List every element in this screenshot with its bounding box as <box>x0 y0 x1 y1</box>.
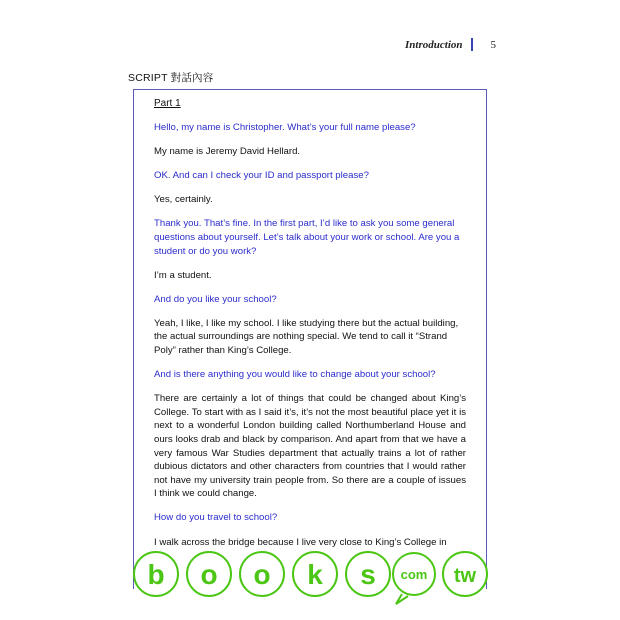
examiner-line: OK. And can I check your ID and passport please? <box>154 170 369 182</box>
examiner-line: And do you like your school? <box>154 293 277 305</box>
watermark-letter: o <box>253 559 271 590</box>
candidate-line: My name is Jeremy David Hellard. <box>154 146 301 158</box>
header-divider <box>471 38 473 51</box>
books-com-tw-watermark <box>132 546 492 608</box>
examiner-line: Thank you. That’s fine. In the first part, I’d like to ask you some general questions about yourself. Let’s talk about your work or school. Are you a student or do you work? <box>154 218 460 257</box>
watermark-speech-tail <box>396 594 408 604</box>
watermark-letter: b <box>147 559 165 590</box>
chapter-title: Introduction <box>405 38 463 51</box>
examiner-line: Hello, my name is Christopher. What’s your full name please? <box>154 122 416 133</box>
page-number: 5 <box>490 38 496 51</box>
candidate-line: There are certainly a lot of things that could be changed about King’s College. To start with as I said it’s, it’s not the most beautiful place yet it is next to a wonderful London building called Northumberland House and ours looks drab and black by comparison. And apart from that we have a very famous War Studies department that actually trains a lot of rather dubious dictators and other characters from countries that I would rather not have my university train people from. So there are a couple of issues I think we could change. <box>154 393 466 500</box>
page-header <box>405 38 496 51</box>
watermark-letter: k <box>307 559 323 590</box>
candidate-line: I walk across the bridge because I live very close to King’s College in <box>154 536 447 548</box>
candidate-line: I’m a student. <box>154 269 212 281</box>
watermark-letter: s <box>360 559 376 590</box>
examiner-line: And is there anything you would like to change about your school? <box>154 369 436 381</box>
script-label: SCRIPT 對話內容 <box>128 72 214 84</box>
part-title: Part 1 <box>154 98 181 109</box>
examiner-line: How do you travel to school? <box>154 512 278 524</box>
candidate-line: Yes, certainly. <box>154 194 213 206</box>
script-box <box>133 89 487 589</box>
watermark-letter: o <box>200 559 218 590</box>
candidate-line: Yeah, I like, I like my school. I like studying there but the actual building, the actual surroundings are nothing special. We tend to call it “Strand Poly” rather than King’s College. <box>154 317 459 357</box>
watermark-letter: tw <box>453 565 477 587</box>
watermark-letter: com <box>400 567 428 582</box>
